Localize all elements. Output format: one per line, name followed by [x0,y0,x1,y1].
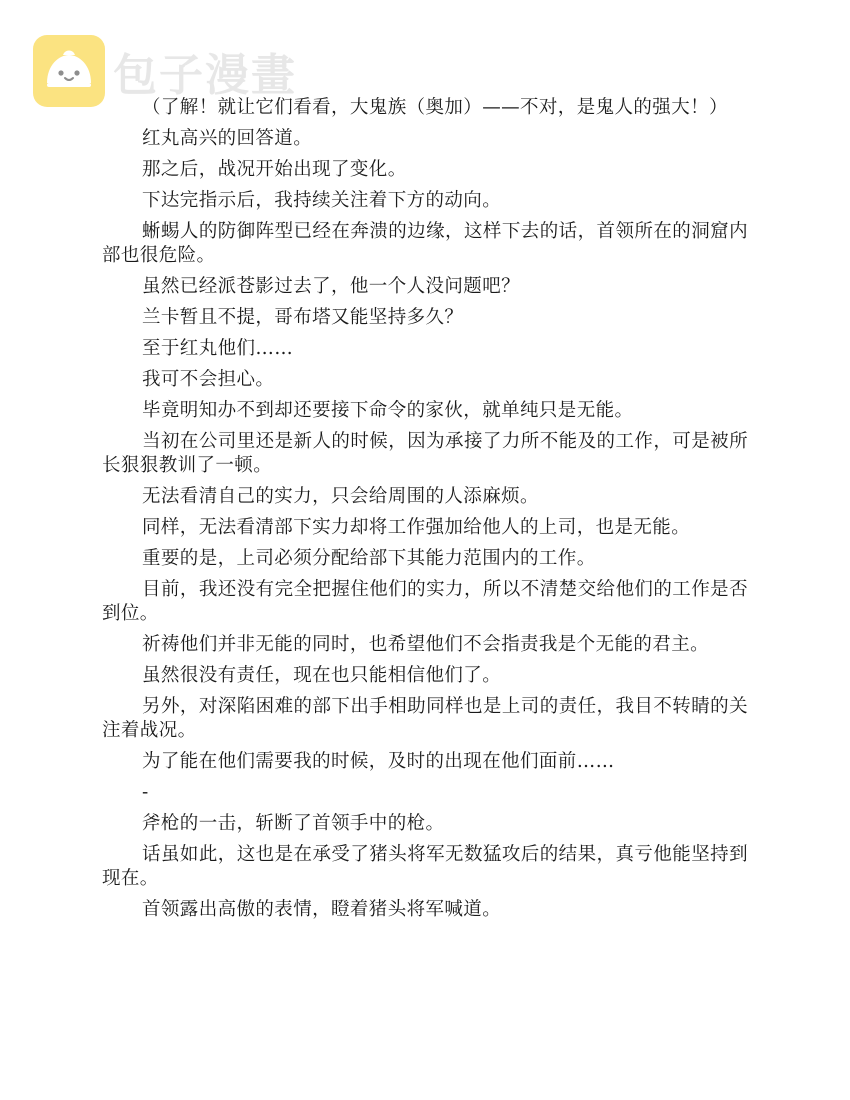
paragraph: 那之后，战况开始出现了变化。 [142,159,407,180]
paragraph: 蜥蜴人的防御阵型已经在奔溃的边缘，这样下去的话，首领所在的洞窟内部也很危险。 [102,221,748,266]
paragraph: 下达完指示后，我持续关注着下方的动向。 [142,190,502,211]
paragraph: （了解！就让它们看看，大鬼族（奥加）——不对，是鬼人的强大！） [142,97,728,118]
paragraph: 无法看清自己的实力，只会给周围的人添麻烦。 [142,486,539,507]
paragraph: 毕竟明知办不到却还要接下命令的家伙，就单纯只是无能。 [142,400,634,421]
paragraph: 话虽如此，这也是在承受了猪头将军无数猛攻后的结果，真亏他能坚持到现在。 [102,844,748,889]
paragraph: 斧枪的一击，斩断了首领手中的枪。 [142,813,445,834]
document-body [102,96,748,929]
paragraph: 虽然已经派苍影过去了，他一个人没问题吧？ [142,276,521,297]
paragraph: 为了能在他们需要我的时候，及时的出现在他们面前…… [142,751,615,772]
paragraph: 祈祷他们并非无能的同时，也希望他们不会指责我是个无能的君主。 [142,634,710,655]
paragraph: 目前，我还没有完全把握住他们的实力，所以不清楚交给他们的工作是否到位。 [102,579,748,624]
paragraph: 首领露出高傲的表情，瞪着猪头将军喊道。 [142,899,502,920]
paragraph: 同样，无法看清部下实力却将工作强加给他人的上司，也是无能。 [142,517,691,538]
paragraph: 另外，对深陷困难的部下出手相助同样也是上司的责任，我目不转睛的关注着战况。 [102,696,748,741]
paragraph: 红丸高兴的回答道。 [142,128,313,149]
paragraph: 至于红丸他们…… [142,338,294,359]
paragraph: 当初在公司里还是新人的时候，因为承接了力所不能及的工作，可是被所长狠狠教训了一顿。 [102,431,748,476]
paragraph: 我可不会担心。 [142,369,275,390]
paragraph: 兰卡暂且不提，哥布塔又能坚持多久？ [142,307,464,328]
paragraph: 重要的是，上司必须分配给部下其能力范围内的工作。 [142,548,596,569]
steamed-bun-icon [33,35,105,107]
watermark-text: 包子漫畫 [113,50,297,101]
section-divider: - [142,782,149,803]
paragraph: 虽然很没有责任，现在也只能相信他们了。 [142,665,502,686]
